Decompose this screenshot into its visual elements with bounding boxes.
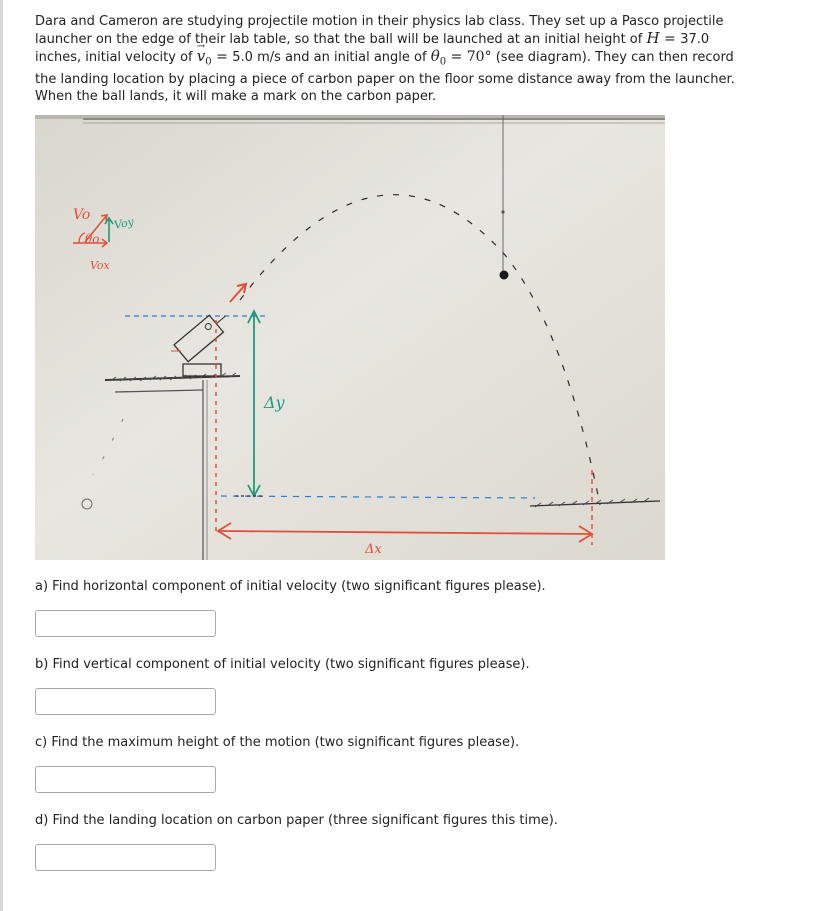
whiteboard-background <box>35 115 665 560</box>
label-voy: Voy <box>112 215 135 232</box>
velocity-value: 5.0 <box>232 50 253 65</box>
height-value: 37.0 <box>680 32 710 47</box>
label-v0: Vo <box>73 207 91 223</box>
whiteboard-diagram-photo <box>35 115 665 560</box>
label-vox: Vox <box>90 259 110 272</box>
answer-b-input[interactable] <box>35 688 216 715</box>
intro-text-3: (see diagram). They can then record the landing location by placing a piece of carbon paper on the floor some distance away from the launcher. When the ball lands, it will make a mark on the carbon paper. <box>35 50 735 104</box>
intro-text-1: Dara and Cameron are studying projectile motion in their physics lab class. They set up a Pasco projectile launcher on the edge of their lab table, so that the ball will be launched at an initial height of <box>35 14 724 47</box>
answer-c-input[interactable] <box>35 766 216 793</box>
equals-sign: = <box>446 49 467 65</box>
equals-sign: = <box>211 49 233 65</box>
problem-statement <box>35 13 735 105</box>
angle-value: 70° <box>466 49 492 65</box>
intro-text-2: inches, initial velocity of <box>35 50 197 65</box>
question-d-text: d) Find the landing location on carbon paper (three significant figures this time). <box>35 813 558 828</box>
hanging-ball <box>500 271 509 280</box>
velocity-unit-text: m/s and an initial angle of <box>252 50 431 65</box>
velocity-vector-symbol: → v <box>197 48 205 65</box>
page-left-border <box>0 0 3 911</box>
answer-d-input[interactable] <box>35 844 216 871</box>
label-delta-y: Δy <box>264 393 285 412</box>
label-theta: θo <box>85 232 100 246</box>
angle-symbol: θ <box>430 47 440 65</box>
height-symbol: H <box>646 29 660 47</box>
angle-subscript: 0 <box>439 56 447 68</box>
velocity-subscript: 0 <box>205 56 212 68</box>
question-b-text: b) Find vertical component of initial velocity (two significant figures please). <box>35 657 530 672</box>
question-c-text: c) Find the maximum height of the motion (two significant figures please). <box>35 735 520 750</box>
label-delta-x: Δx <box>365 542 382 557</box>
equals-sign: = <box>659 31 681 47</box>
question-a-text: a) Find horizontal component of initial velocity (two significant figures please). <box>35 579 546 594</box>
answer-a-input[interactable] <box>35 610 216 637</box>
